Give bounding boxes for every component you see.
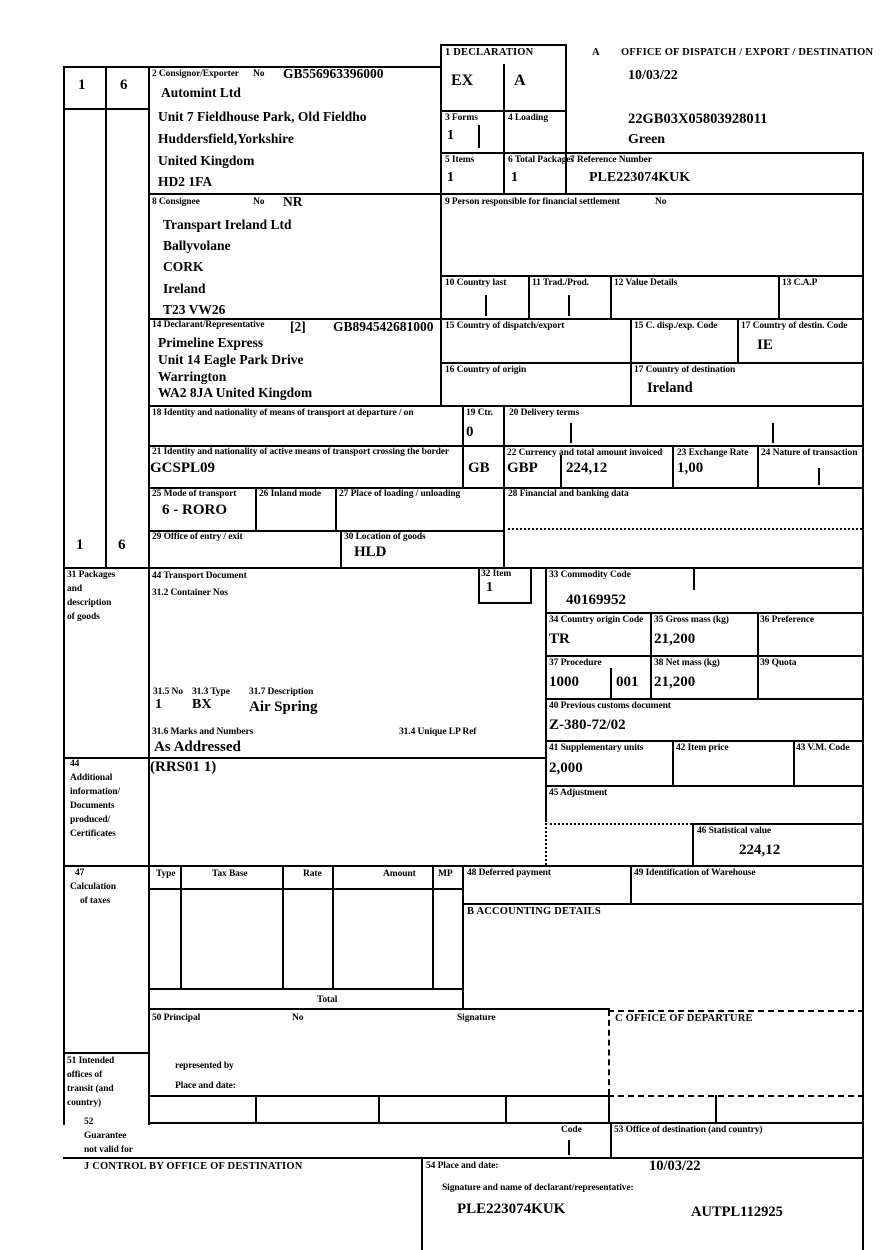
box11-label: 11 Trad./Prod. xyxy=(532,278,589,288)
line xyxy=(862,152,864,1250)
box52-label: Guarantee xyxy=(84,1131,127,1141)
invoice-currency: GBP xyxy=(507,460,538,476)
box33-label: 33 Commodity Code xyxy=(549,570,631,580)
box50-signature-label: Signature xyxy=(457,1013,496,1023)
box50-no-label: No xyxy=(292,1013,304,1023)
line xyxy=(63,757,547,759)
consignor-address-line: United Kingdom xyxy=(158,153,255,168)
box30-label: 30 Location of goods xyxy=(344,532,426,542)
line xyxy=(63,66,65,1125)
box28-label: 28 Financial and banking data xyxy=(508,489,629,499)
line xyxy=(630,865,632,903)
box2-label: 2 Consignor/Exporter xyxy=(152,69,239,79)
line xyxy=(180,865,182,988)
packages-count: 1 xyxy=(155,697,162,712)
line xyxy=(715,1095,717,1122)
box8-label: 8 Consignee xyxy=(152,197,200,207)
box17-label: 17 Country of destination xyxy=(634,365,736,375)
line xyxy=(378,1095,380,1122)
line xyxy=(148,193,864,195)
box44-label: produced/ xyxy=(70,815,111,825)
line xyxy=(148,66,150,1125)
consignee-address-line: Ballyvolane xyxy=(163,238,231,253)
box45-label: 45 Adjustment xyxy=(549,788,608,798)
box12-label: 12 Value Details xyxy=(614,278,678,288)
box37-label: 37 Procedure xyxy=(549,658,602,668)
line xyxy=(778,275,780,318)
line xyxy=(462,903,864,905)
box32-label: 32 Item xyxy=(481,569,512,579)
representative-code: [2] xyxy=(290,319,306,334)
box38-label: 38 Net mass (kg) xyxy=(654,658,720,668)
box19-label: 19 Ctr. xyxy=(466,408,493,418)
line xyxy=(432,865,434,988)
box47-label: of taxes xyxy=(80,896,111,906)
line xyxy=(503,64,505,193)
box36-label: 36 Preference xyxy=(760,615,814,625)
line xyxy=(63,66,442,68)
box34-label: 34 Country origin Code xyxy=(549,615,644,625)
box41-label: 41 Supplementary units xyxy=(549,743,644,753)
procedure-code-2: 001 xyxy=(616,674,639,690)
line xyxy=(545,785,864,787)
line xyxy=(148,988,464,990)
line xyxy=(692,823,864,825)
box19-value: 0 xyxy=(466,424,474,440)
line xyxy=(421,1157,423,1250)
line xyxy=(148,1122,864,1124)
box7-value: PLE223074KUK xyxy=(589,170,691,185)
box4-label: 4 Loading xyxy=(508,113,549,123)
package-type: BX xyxy=(192,697,212,712)
box52-label: 52 xyxy=(84,1117,94,1127)
line xyxy=(528,275,530,318)
box17a-label: 17 Country of destin. Code xyxy=(741,321,848,331)
box13-label: 13 C.A.P xyxy=(782,278,818,288)
procedure-code: 1000 xyxy=(549,674,579,690)
box2-no-label: No xyxy=(253,69,265,79)
line xyxy=(650,612,652,698)
line xyxy=(478,567,480,602)
box54-signature-label: Signature and name of declarant/representative: xyxy=(442,1183,634,1193)
box24-label: 24 Nature of transaction xyxy=(761,448,858,458)
line xyxy=(672,445,674,487)
box31-label: 31 Packages xyxy=(67,570,116,580)
line xyxy=(440,275,864,277)
destination-country: Ireland xyxy=(647,380,693,396)
line xyxy=(440,44,567,46)
line xyxy=(630,318,632,405)
net-mass: 21,200 xyxy=(654,674,696,690)
line xyxy=(462,865,464,1010)
line xyxy=(282,865,284,988)
box52-label: not valid for xyxy=(84,1145,133,1155)
line xyxy=(335,487,337,530)
box27-label: 27 Place of loading / unloading xyxy=(339,489,461,499)
line xyxy=(440,362,864,364)
tick-mark xyxy=(478,125,480,148)
item-number: 1 xyxy=(486,580,493,595)
line xyxy=(63,1157,864,1159)
line xyxy=(757,612,759,698)
line xyxy=(255,487,257,530)
transport-nationality: GB xyxy=(468,460,490,476)
tick-mark xyxy=(772,423,774,443)
tax-col-amount: Amount xyxy=(383,869,416,879)
transport-mode: 6 - RORO xyxy=(162,502,227,518)
declarant-address-line: Unit 14 Eagle Park Drive xyxy=(158,352,304,367)
box44-label: 44 xyxy=(70,759,80,769)
box23-label: 23 Exchange Rate xyxy=(677,448,749,458)
supplementary-units: 2,000 xyxy=(549,760,583,776)
tax-col-mp: MP xyxy=(438,869,453,879)
box51-label: offices of xyxy=(67,1070,103,1080)
consignee-address-line: Ireland xyxy=(163,281,206,296)
box15a-label: 15 C. disp./exp. Code xyxy=(634,321,718,331)
box50-place-label: Place and date: xyxy=(175,1081,236,1091)
line xyxy=(148,888,464,890)
accounting-details-label: B ACCOUNTING DETAILS xyxy=(467,906,601,917)
box51-label: country) xyxy=(67,1098,102,1108)
box9-no-label: No xyxy=(655,197,667,207)
box51-label: 51 Intended xyxy=(67,1056,115,1066)
line xyxy=(610,275,612,318)
box8-no-label: No xyxy=(253,197,265,207)
box31-label: description xyxy=(67,598,112,608)
box48-label: 48 Deferred payment xyxy=(467,868,551,878)
gross-mass: 21,200 xyxy=(654,631,696,647)
line xyxy=(530,567,532,602)
dashed-line xyxy=(608,1010,610,1095)
box31-label: of goods xyxy=(67,612,100,622)
box54-date: 10/03/22 xyxy=(649,1158,701,1174)
copy-mark-1b: 1 xyxy=(76,537,84,553)
line xyxy=(545,698,864,700)
box40-label: 40 Previous customs document xyxy=(549,701,671,711)
box44-label: Certificates xyxy=(70,829,116,839)
line xyxy=(503,405,505,567)
box6-label: 6 Total Packages xyxy=(508,155,574,165)
declarant-address-line: Warrington xyxy=(158,369,227,384)
consignor-address-line: Automint Ltd xyxy=(161,85,241,100)
declarant-reference: PLE223074KUK xyxy=(457,1201,566,1217)
line xyxy=(565,44,567,193)
line xyxy=(105,66,107,567)
dashed-line xyxy=(608,1095,864,1097)
box31-6-label: 31.6 Marks and Numbers xyxy=(152,727,254,737)
box50-represented-label: represented by xyxy=(175,1061,234,1071)
box3-value: 1 xyxy=(447,128,454,143)
goods-location: HLD xyxy=(354,544,387,560)
line xyxy=(440,44,442,407)
box5-label: 5 Items xyxy=(445,155,475,165)
box31-5-label: 31.5 No xyxy=(153,687,183,697)
tick-mark xyxy=(485,295,487,316)
line xyxy=(693,567,695,590)
box31-label: and xyxy=(67,584,83,594)
consignor-address-line: Huddersfield,Yorkshire xyxy=(158,131,294,146)
copy-mark-6: 6 xyxy=(120,77,128,93)
box31-4-label: 31.4 Unique LP Ref xyxy=(399,727,477,737)
declarant-address-line: WA2 8JA United Kingdom xyxy=(158,385,313,400)
declaration-type: EX xyxy=(451,72,474,89)
line xyxy=(332,865,334,988)
line xyxy=(478,602,532,604)
box49-label: 49 Identification of Warehouse xyxy=(634,868,756,878)
movement-reference-number: 22GB03X05803928011 xyxy=(628,111,768,127)
office-a-letter: A xyxy=(592,47,600,58)
consignor-eori: GB556963396000 xyxy=(283,66,384,81)
tax-total-label: Total xyxy=(317,995,338,1005)
line xyxy=(608,1095,610,1122)
transport-identity: GCSPL09 xyxy=(150,460,216,476)
exchange-rate: 1,00 xyxy=(677,460,704,476)
dashed-line xyxy=(608,1010,864,1012)
dotted-line xyxy=(503,528,862,530)
consignee-address-line: Transpart Ireland Ltd xyxy=(163,217,292,232)
dotted-line xyxy=(545,823,692,825)
destination-country-code: IE xyxy=(757,337,773,353)
box44-label: Documents xyxy=(70,801,115,811)
box9-label: 9 Person responsible for financial settlement xyxy=(445,197,620,207)
box39-label: 39 Quota xyxy=(760,658,797,668)
office-a-date: 10/03/22 xyxy=(628,68,678,83)
box16-label: 16 Country of origin xyxy=(445,365,527,375)
line xyxy=(545,655,864,657)
tick-mark xyxy=(818,468,820,485)
box25-label: 25 Mode of transport xyxy=(152,489,237,499)
copy-mark-1: 1 xyxy=(78,77,86,93)
box22-label: 22 Currency and total amount invoiced xyxy=(507,448,663,458)
box44-transport-doc-label: 44 Transport Document xyxy=(152,571,247,581)
line xyxy=(505,1095,507,1122)
line xyxy=(148,405,864,407)
tax-col-taxbase: Tax Base xyxy=(212,869,248,879)
consignee-address-line: T23 VW26 xyxy=(163,302,226,317)
box14-label: 14 Declarant/Representative xyxy=(152,320,265,330)
box1-label: 1 DECLARATION xyxy=(445,47,534,58)
box43-label: 43 V.M. Code xyxy=(796,743,850,753)
tick-mark xyxy=(570,423,572,443)
line xyxy=(568,1140,570,1155)
consignee-id: NR xyxy=(283,194,303,209)
goods-description: Air Spring xyxy=(249,699,318,715)
authorisation-number: AUTPL112925 xyxy=(691,1204,783,1220)
box54-label: 54 Place and date: xyxy=(426,1161,499,1171)
invoice-amount: 224,12 xyxy=(566,460,608,476)
tax-col-type: Type xyxy=(156,869,176,879)
line xyxy=(692,823,694,865)
box5-value: 1 xyxy=(447,170,454,185)
tax-col-rate: Rate xyxy=(303,869,322,879)
line xyxy=(545,567,547,820)
box47-label: 47 xyxy=(75,868,85,878)
line xyxy=(148,1008,610,1010)
declaration-subtype: A xyxy=(514,72,526,89)
box21-label: 21 Identity and nationality of active means of transport crossing the border xyxy=(152,447,450,457)
box44-label: information/ xyxy=(70,787,120,797)
control-by-destination-label: J CONTROL BY OFFICE OF DESTINATION xyxy=(84,1161,303,1172)
line xyxy=(63,567,864,569)
box46-label: 46 Statistical value xyxy=(697,826,771,836)
consignor-address-line: HD2 1FA xyxy=(158,174,213,189)
line xyxy=(672,740,674,785)
line xyxy=(610,668,612,698)
box31-3-label: 31.3 Type xyxy=(192,687,230,697)
origin-country-code: TR xyxy=(549,631,570,647)
previous-document: Z-380-72/02 xyxy=(549,717,626,733)
statistical-value: 224,12 xyxy=(739,842,781,858)
box52-code-label: Code xyxy=(561,1125,582,1135)
box42-label: 42 Item price xyxy=(676,743,729,753)
box31-7-label: 31.7 Description xyxy=(249,687,314,697)
tick-mark xyxy=(568,295,570,316)
office-a-label: OFFICE OF DISPATCH / EXPORT / DESTINATION xyxy=(621,47,874,58)
line xyxy=(610,1122,612,1157)
box10-label: 10 Country last xyxy=(445,278,507,288)
dotted-line xyxy=(545,820,547,865)
line xyxy=(793,740,795,785)
line xyxy=(545,740,864,742)
routing-indicator: Green xyxy=(628,132,666,147)
box47-label: Calculation xyxy=(70,882,116,892)
office-of-departure-label: C OFFICE OF DEPARTURE xyxy=(615,1013,753,1024)
line xyxy=(545,612,864,614)
declarant-address-line: Primeline Express xyxy=(158,335,264,350)
line xyxy=(255,1095,257,1122)
box35-label: 35 Gross mass (kg) xyxy=(654,615,729,625)
box20-label: 20 Delivery terms xyxy=(509,408,580,418)
box15-label: 15 Country of dispatch/export xyxy=(445,321,565,331)
declarant-eori: GB894542681000 xyxy=(333,319,434,334)
line xyxy=(462,405,464,487)
line xyxy=(63,1052,150,1054)
box44-label: Additional xyxy=(70,773,113,783)
line xyxy=(737,318,739,362)
box29-label: 29 Office of entry / exit xyxy=(152,532,243,542)
box7-label: 7 Reference Number xyxy=(570,155,652,165)
line xyxy=(757,445,759,487)
consignor-address-line: Unit 7 Fieldhouse Park, Old Fieldho xyxy=(158,109,367,124)
box31-2-label: 31.2 Container Nos xyxy=(152,588,228,598)
box6-value: 1 xyxy=(511,170,518,185)
box50-label: 50 Principal xyxy=(152,1013,201,1023)
line xyxy=(340,530,342,567)
consignee-address-line: CORK xyxy=(163,259,204,274)
box53-label: 53 Office of destination (and country) xyxy=(614,1125,763,1135)
box3-label: 3 Forms xyxy=(445,113,478,123)
marks-and-numbers: As Addressed xyxy=(154,739,241,755)
copy-mark-6b: 6 xyxy=(118,537,126,553)
commodity-code: 40169952 xyxy=(566,592,626,608)
box18-label: 18 Identity and nationality of means of transport at departure / on xyxy=(152,408,414,418)
box26-label: 26 Inland mode xyxy=(259,489,321,499)
line xyxy=(560,455,562,487)
box51-label: transit (and xyxy=(67,1084,114,1094)
additional-information: (RRS01 1) xyxy=(150,759,217,775)
